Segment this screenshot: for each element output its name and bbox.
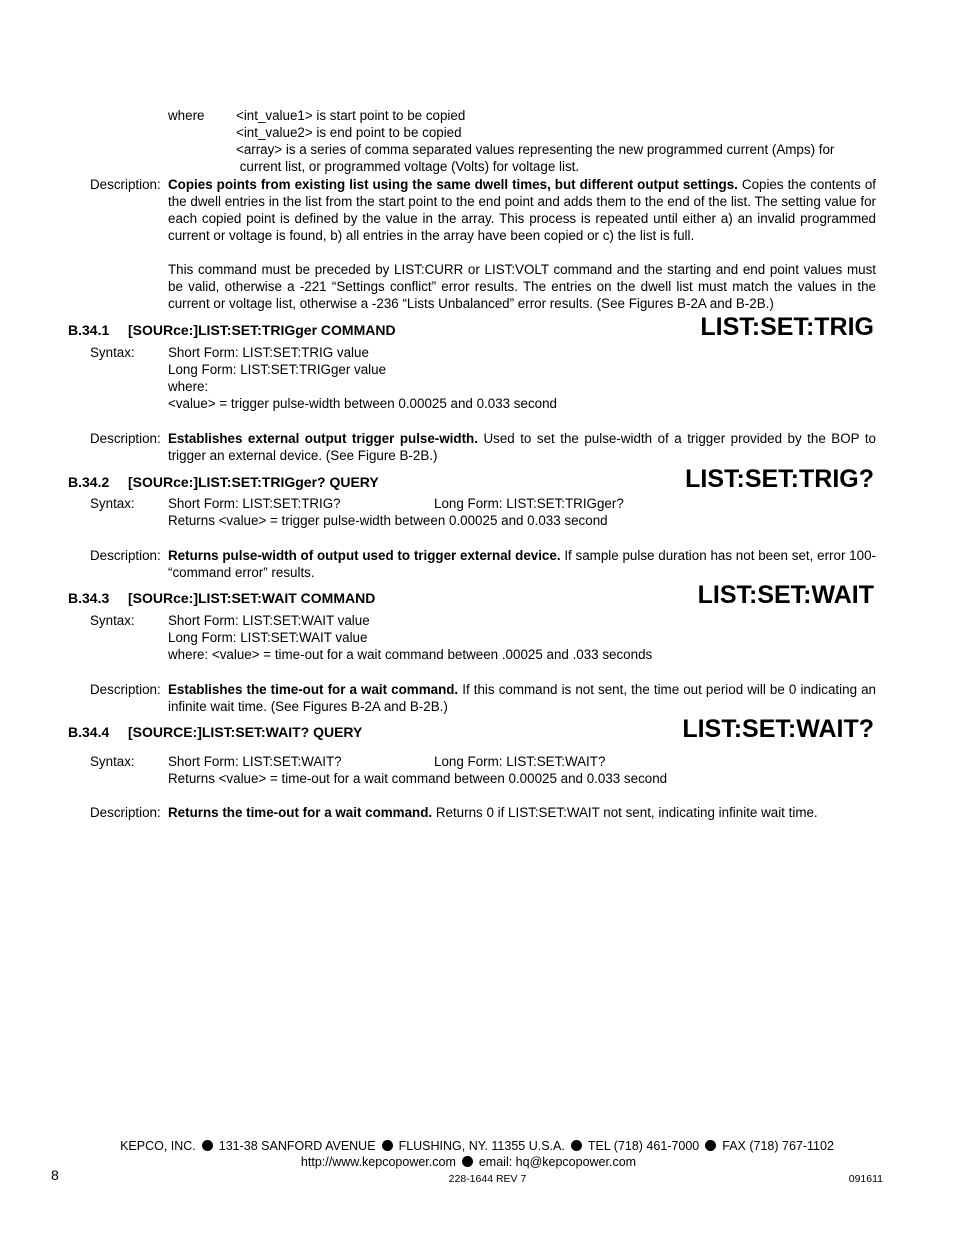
footer-fax: FAX (718) 767-1102: [722, 1139, 834, 1153]
syntax-block: [168, 344, 876, 412]
description-label: Description:: [90, 805, 161, 820]
command-heading: LIST:SET:TRIG: [700, 313, 874, 341]
description-bold: Establishes external output trigger pulse-width.: [168, 431, 478, 446]
description-bold: Returns the time-out for a wait command.: [168, 805, 433, 820]
command-heading: LIST:SET:WAIT: [697, 581, 874, 609]
bullet-icon: [705, 1140, 716, 1151]
date-code: 091611: [848, 1173, 883, 1185]
where-line: <array> is a series of comma separated values representing the new programmed current (Amps) for: [236, 142, 835, 157]
long-form: Long Form: LIST:SET:TRIGger?: [434, 496, 624, 511]
description-bold: Copies points from existing list using the same dwell times, but different output settings.: [168, 177, 738, 192]
page-number: 8: [51, 1167, 59, 1183]
section-title: [SOURCE:]LIST:SET:WAIT? QUERY: [128, 724, 363, 740]
command-heading: LIST:SET:TRIG?: [685, 465, 874, 493]
description-copy: [168, 176, 876, 244]
description-text: Used to set the pulse-width of a trigger provided by the BOP to trigger an external device. (See Figure B-2B.): [168, 431, 876, 463]
section-title: [SOURce:]LIST:SET:TRIGger? QUERY: [128, 474, 379, 490]
where-line: <int_value1> is start point to be copied: [236, 108, 466, 123]
bullet-icon: [571, 1140, 582, 1151]
bullet-icon: [462, 1156, 473, 1167]
footer-website[interactable]: http://www.kepcopower.com: [300, 1155, 456, 1169]
section-title: [SOURce:]LIST:SET:WAIT COMMAND: [128, 590, 376, 606]
section-number: B.34.2: [68, 474, 110, 490]
syntax-line: Long Form: LIST:SET:WAIT value: [168, 630, 368, 645]
description-bold: Establishes the time-out for a wait command.: [168, 682, 459, 697]
bullet-icon: [382, 1140, 393, 1151]
description-text: Copies the contents of the dwell entries in the list from the start point to the end point and adds them to the end of the list. The setting value for each copied point is defined by the value in the array. This process is repeated until either a) an invalid programmed current or voltage is found, b) all entries in the array have been copied or c) the list is full.: [168, 177, 876, 243]
syntax-label: Syntax:: [90, 754, 135, 769]
description: [168, 430, 876, 464]
description-label: Description:: [90, 177, 161, 192]
syntax-line: where:: [168, 379, 209, 394]
description-label: Description:: [90, 682, 161, 697]
syntax-label: Syntax:: [90, 496, 135, 511]
section-number: B.34.4: [68, 724, 110, 740]
description: [168, 681, 876, 715]
description-label: Description:: [90, 548, 161, 563]
long-form: Long Form: LIST:SET:WAIT?: [434, 754, 606, 769]
syntax-block: [168, 612, 876, 663]
footer-email[interactable]: email: hq@kepcopower.com: [478, 1155, 637, 1169]
command-heading: LIST:SET:WAIT?: [682, 715, 874, 743]
where-list: [236, 107, 834, 175]
section-number: B.34.3: [68, 590, 110, 606]
description: [168, 804, 818, 821]
footer-company: KEPCO, INC.: [120, 1139, 196, 1153]
where-label: where: [168, 108, 205, 123]
description-copy-para2: This command must be preceded by LIST:CURR or LIST:VOLT command and the starting and end point values must be valid, otherwise a -221 “Settings conflict” error results. The entries on the dwell list must match the values in the current or voltage list, otherwise a -236 “Lists Unbalanced” error results. (See Figures B-2A and B-2B.): [168, 262, 876, 311]
description-label: Description:: [90, 431, 161, 446]
footer-contact-line: [0, 1154, 937, 1171]
syntax-label: Syntax:: [90, 345, 135, 360]
description: [168, 547, 876, 581]
short-form: Short Form: LIST:SET:WAIT?: [168, 754, 342, 769]
syntax-label: Syntax:: [90, 613, 135, 628]
returns-line: Returns <value> = time-out for a wait command between 0.00025 and 0.033 second: [168, 771, 668, 786]
short-form: Short Form: LIST:SET:TRIG?: [168, 496, 341, 511]
footer-tel: TEL (718) 461-7000: [587, 1139, 700, 1153]
footer-city: FLUSHING, NY. 11355 U.S.A.: [398, 1139, 565, 1153]
syntax-line: Short Form: LIST:SET:WAIT value: [168, 613, 370, 628]
where-line: current list, or programmed voltage (Volts) for voltage list.: [236, 159, 580, 174]
footer-address-line: [0, 1138, 954, 1155]
syntax-line: where: <value> = time-out for a wait command between .00025 and .033 seconds: [168, 647, 653, 662]
footer-address: 131-38 SANFORD AVENUE: [218, 1139, 376, 1153]
section-number: B.34.1: [68, 322, 110, 338]
section-title: [SOURce:]LIST:SET:TRIGger COMMAND: [128, 322, 396, 338]
syntax-line: Short Form: LIST:SET:TRIG value: [168, 345, 369, 360]
description-text: Returns 0 if LIST:SET:WAIT not sent, indicating infinite wait time.: [432, 805, 818, 820]
description-bold: Returns pulse-width of output used to trigger external device.: [168, 548, 561, 563]
syntax-line: <value> = trigger pulse-width between 0.00025 and 0.033 second: [168, 396, 557, 411]
syntax-line: Long Form: LIST:SET:TRIGger value: [168, 362, 387, 377]
returns-line: Returns <value> = trigger pulse-width between 0.00025 and 0.033 second: [168, 513, 608, 528]
document-number: 228-1644 REV 7: [448, 1173, 527, 1185]
bullet-icon: [202, 1140, 213, 1151]
description-text: If this command is not sent, the time out period will be 0 indicating an infinite wait time. (See Figures B-2A and B-2B.): [168, 682, 876, 714]
where-line: <int_value2> is end point to be copied: [236, 125, 462, 140]
description-text: If sample pulse duration has not been set, error 100- “command error” results.: [168, 548, 876, 580]
